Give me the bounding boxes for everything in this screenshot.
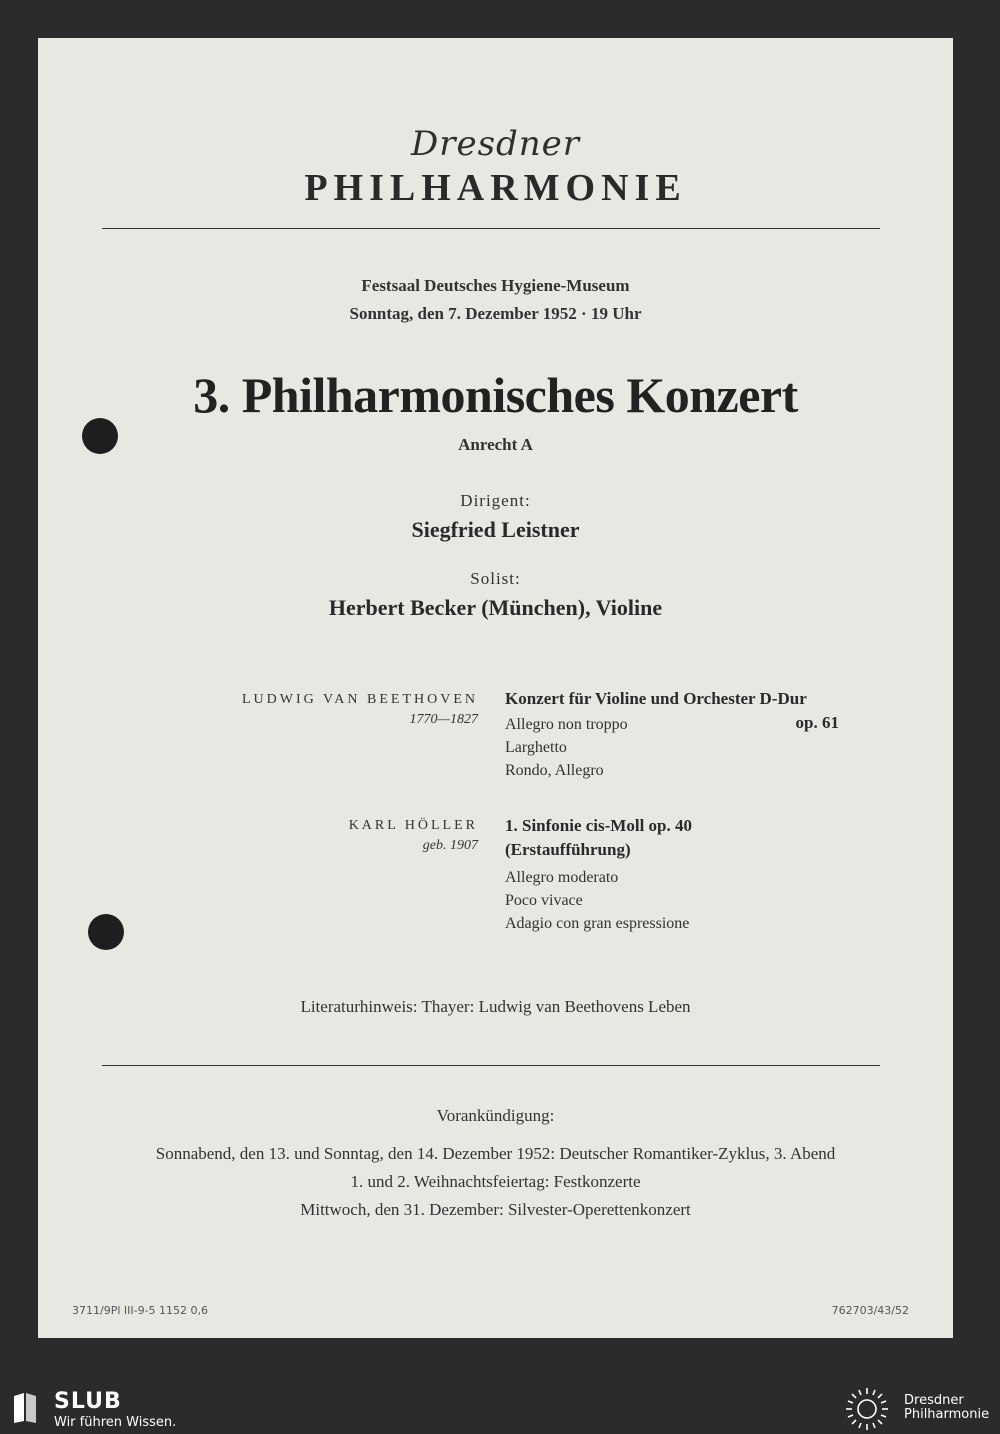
work-title: Konzert für Violine und Orchester D-Dur — [505, 689, 807, 708]
work-opus: op. 61 — [795, 713, 839, 732]
conductor-name: Siegfried Leistner — [411, 517, 580, 542]
literature-note: Literaturhinweis: Thayer: Ludwig van Beethovens Leben — [300, 997, 691, 1016]
header-script-title: Dresdner — [410, 124, 581, 164]
partner-name-line1: Dresdner — [904, 1393, 964, 1408]
book-icon — [12, 1392, 38, 1424]
partner-name-line2: Philharmonie — [904, 1407, 990, 1422]
movement: Adagio con gran espressione — [505, 915, 690, 932]
program-work — [505, 816, 692, 935]
announcement-line: Mittwoch, den 31. Dezember: Silvester-Operettenkonzert — [300, 1200, 691, 1219]
movement: Allegro non troppo — [505, 716, 628, 733]
subscription-label: Anrecht A — [458, 435, 533, 454]
sunburst-logo-icon[interactable] — [842, 1386, 892, 1432]
soloist-name: Herbert Becker (München), Violine — [328, 595, 663, 620]
soloist-label: Solist: — [470, 569, 521, 588]
punch-hole-bottom — [88, 914, 124, 950]
divider-bottom — [102, 1065, 880, 1066]
program-composer — [242, 692, 478, 728]
venue-date: Sonntag, den 7. Dezember 1952 · 19 Uhr — [349, 304, 642, 323]
composer-name: KARL HÖLLER — [348, 818, 478, 833]
library-tagline: Wir führen Wissen. — [54, 1415, 177, 1430]
library-name[interactable]: SLUB — [54, 1389, 122, 1414]
movement: Poco vivace — [505, 892, 583, 909]
venue-hall: Festsaal Deutsches Hygiene-Museum — [361, 276, 630, 295]
print-code-left: 3711/9Pl III-9-5 1152 0,6 — [72, 1304, 209, 1317]
program-composer — [349, 818, 478, 854]
program-sheet — [38, 38, 953, 1338]
composer-name: LUDWIG VAN BEETHOVEN — [241, 692, 478, 707]
composer-years: geb. 1907 — [422, 838, 478, 853]
program-work — [505, 689, 807, 782]
movement: Larghetto — [505, 739, 567, 756]
header-brand: PHILHARMONIE — [304, 167, 687, 209]
announcement-line: Sonnabend, den 13. und Sonntag, den 14. Dezember 1952: Deutscher Romantiker-Zyklus, 3. Abend — [155, 1144, 836, 1163]
print-code-right: 762703/43/52 — [831, 1304, 909, 1317]
concert-title: 3. Philharmonisches Konzert — [193, 367, 798, 423]
movement: Rondo, Allegro — [505, 762, 604, 779]
conductor-label: Dirigent: — [460, 491, 531, 510]
work-note: (Erstaufführung) — [505, 840, 631, 859]
divider-top — [102, 228, 880, 229]
work-title: 1. Sinfonie cis-Moll op. 40 — [505, 816, 693, 835]
movement: Allegro moderato — [505, 869, 619, 886]
composer-years: 1770—1827 — [409, 712, 478, 727]
announcement-line: 1. und 2. Weihnachtsfeiertag: Festkonzerte — [350, 1172, 641, 1191]
viewer-footer-bar — [0, 1384, 1000, 1434]
announcement-heading: Vorankündigung: — [436, 1106, 555, 1125]
partner-name[interactable] — [904, 1394, 989, 1422]
